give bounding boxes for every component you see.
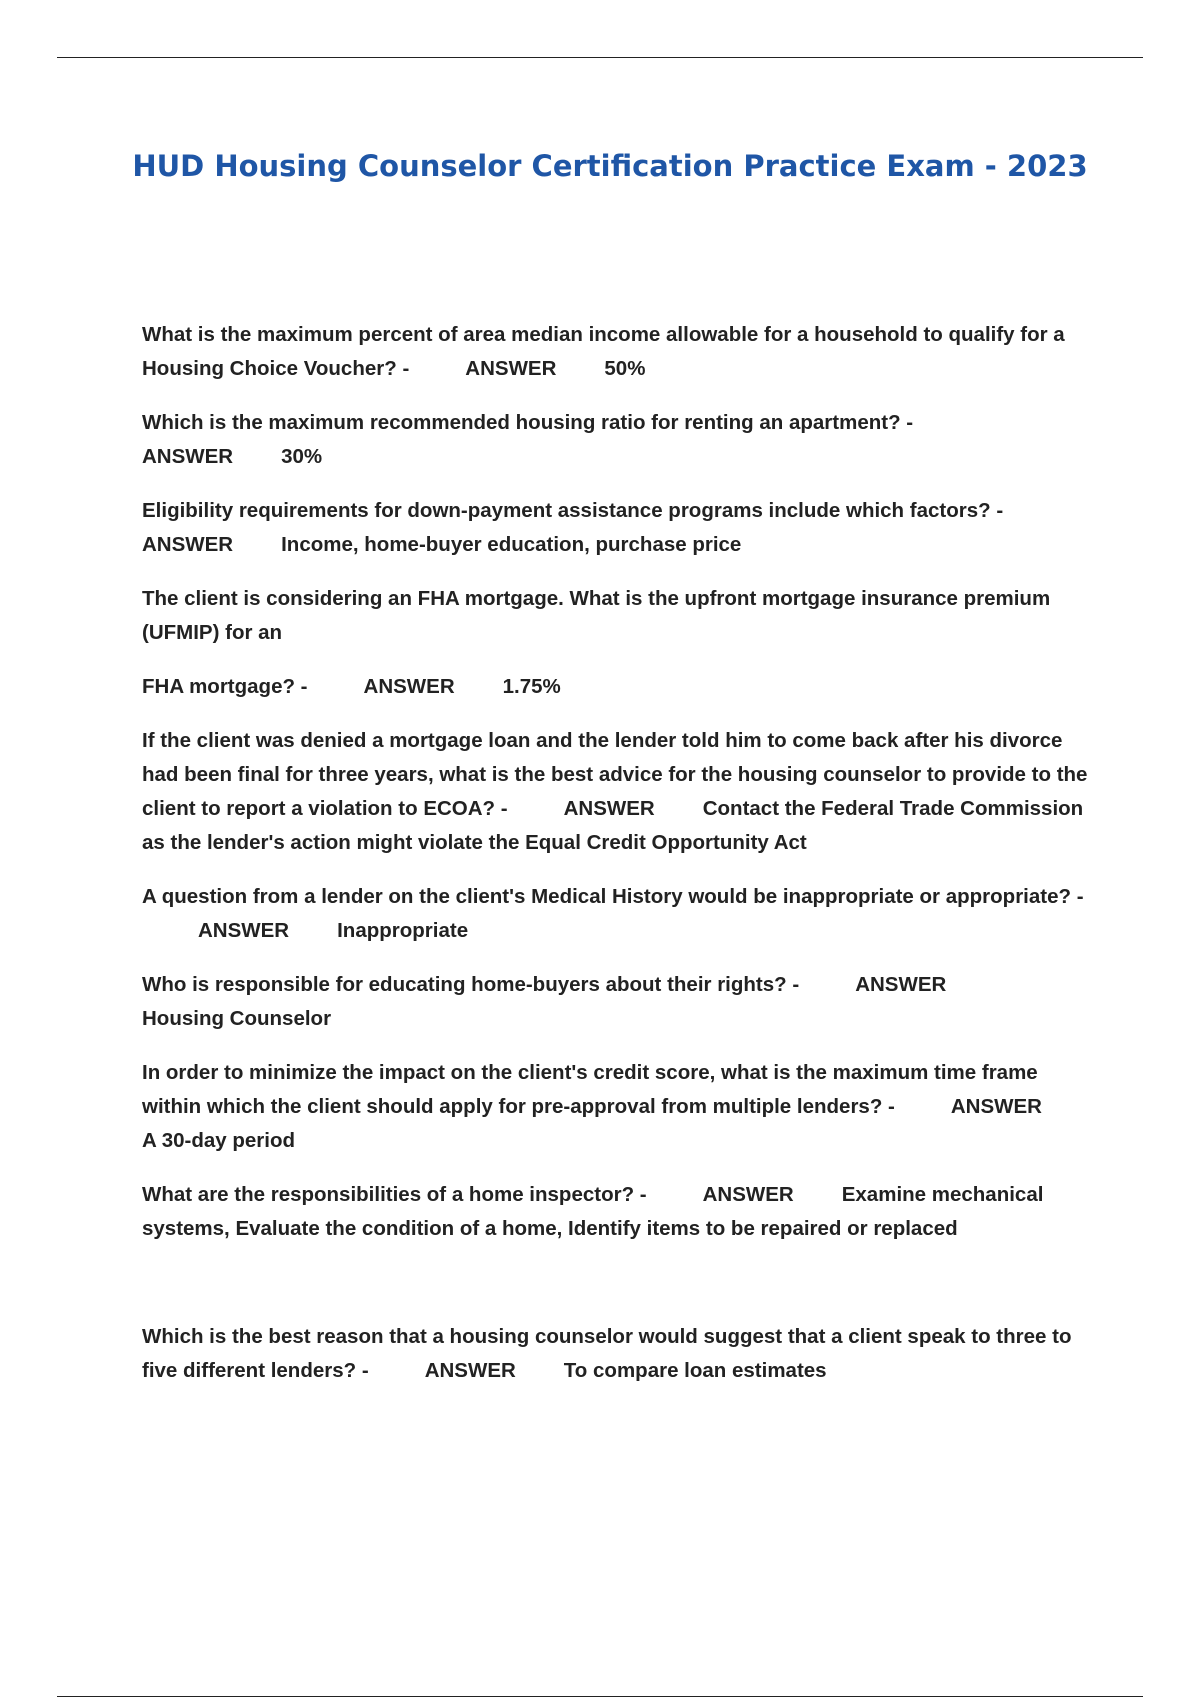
answer-label: ANSWER (465, 357, 557, 380)
document-title: HUD Housing Counselor Certification Practice Exam - 2023 (132, 149, 1088, 183)
answer-text: 50% (604, 357, 646, 380)
answer-label: ANSWER (950, 1095, 1042, 1118)
qa-item-2 (142, 406, 1092, 474)
answer-text: A 30-day period (142, 1129, 296, 1152)
qa-item-4a (142, 582, 1092, 650)
answer-label: ANSWER (563, 797, 655, 820)
answer-label: ANSWER (363, 675, 455, 698)
question-text: Which is the maximum recommended housing ratio for renting an apartment? - (142, 411, 914, 434)
qa-item-10 (142, 1320, 1092, 1388)
qa-item-7 (142, 968, 1092, 1036)
qa-item-4b (142, 670, 1092, 704)
answer-label: ANSWER (142, 533, 234, 556)
top-rule (57, 57, 1143, 58)
answer-label: ANSWER (142, 445, 234, 468)
qa-item-8 (142, 1056, 1092, 1158)
answer-text: 1.75% (502, 675, 561, 698)
answer-label: ANSWER (855, 973, 947, 996)
question-text: A question from a lender on the client's Medical History would be inappropriate or appropriate? - (142, 885, 1084, 908)
qa-list (142, 318, 1092, 1408)
question-text: FHA mortgage? - (142, 675, 308, 698)
answer-label: ANSWER (198, 919, 290, 942)
qa-item-1 (142, 318, 1092, 386)
answer-label: ANSWER (702, 1183, 794, 1206)
answer-text: 30% (281, 445, 323, 468)
answer-text: Contact the Federal Trade Commission as the lender's action might violate the Equal Credit Opportunity Act (142, 797, 1084, 854)
qa-item-5 (142, 724, 1092, 860)
qa-item-6 (142, 880, 1092, 948)
bottom-rule (57, 1696, 1143, 1697)
question-text: What is the maximum percent of area median income allowable for a household to qualify for a Housing Choice Voucher? - (142, 323, 1065, 380)
answer-text: To compare loan estimates (563, 1359, 827, 1382)
question-text: In order to minimize the impact on the client's credit score, what is the maximum time frame within which the client should apply for pre-approval from multiple lenders? - (142, 1061, 1038, 1118)
question-text: What are the responsibilities of a home inspector? - (142, 1183, 647, 1206)
answer-text: Income, home-buyer education, purchase price (281, 533, 742, 556)
question-text: Eligibility requirements for down-payment assistance programs include which factors? - (142, 499, 1004, 522)
question-text: Which is the best reason that a housing counselor would suggest that a client speak to three to five different lenders? - (142, 1325, 1072, 1382)
answer-text: Examine mechanical systems, Evaluate the condition of a home, Identify items to be repaired or replaced (142, 1183, 1044, 1240)
qa-item-3 (142, 494, 1092, 562)
answer-label: ANSWER (424, 1359, 516, 1382)
qa-item-9 (142, 1178, 1092, 1246)
answer-text: Housing Counselor (142, 1007, 332, 1030)
answer-text: Inappropriate (337, 919, 469, 942)
question-text: Who is responsible for educating home-buyers about their rights? - (142, 973, 800, 996)
question-text: If the client was denied a mortgage loan and the lender told him to come back after his divorce had been final for three years, what is the best advice for the housing counselor to provide to the client to report a violation to ECOA? - (142, 729, 1088, 820)
question-text: The client is considering an FHA mortgage. What is the upfront mortgage insurance premium (UFMIP) for an (142, 587, 1051, 644)
